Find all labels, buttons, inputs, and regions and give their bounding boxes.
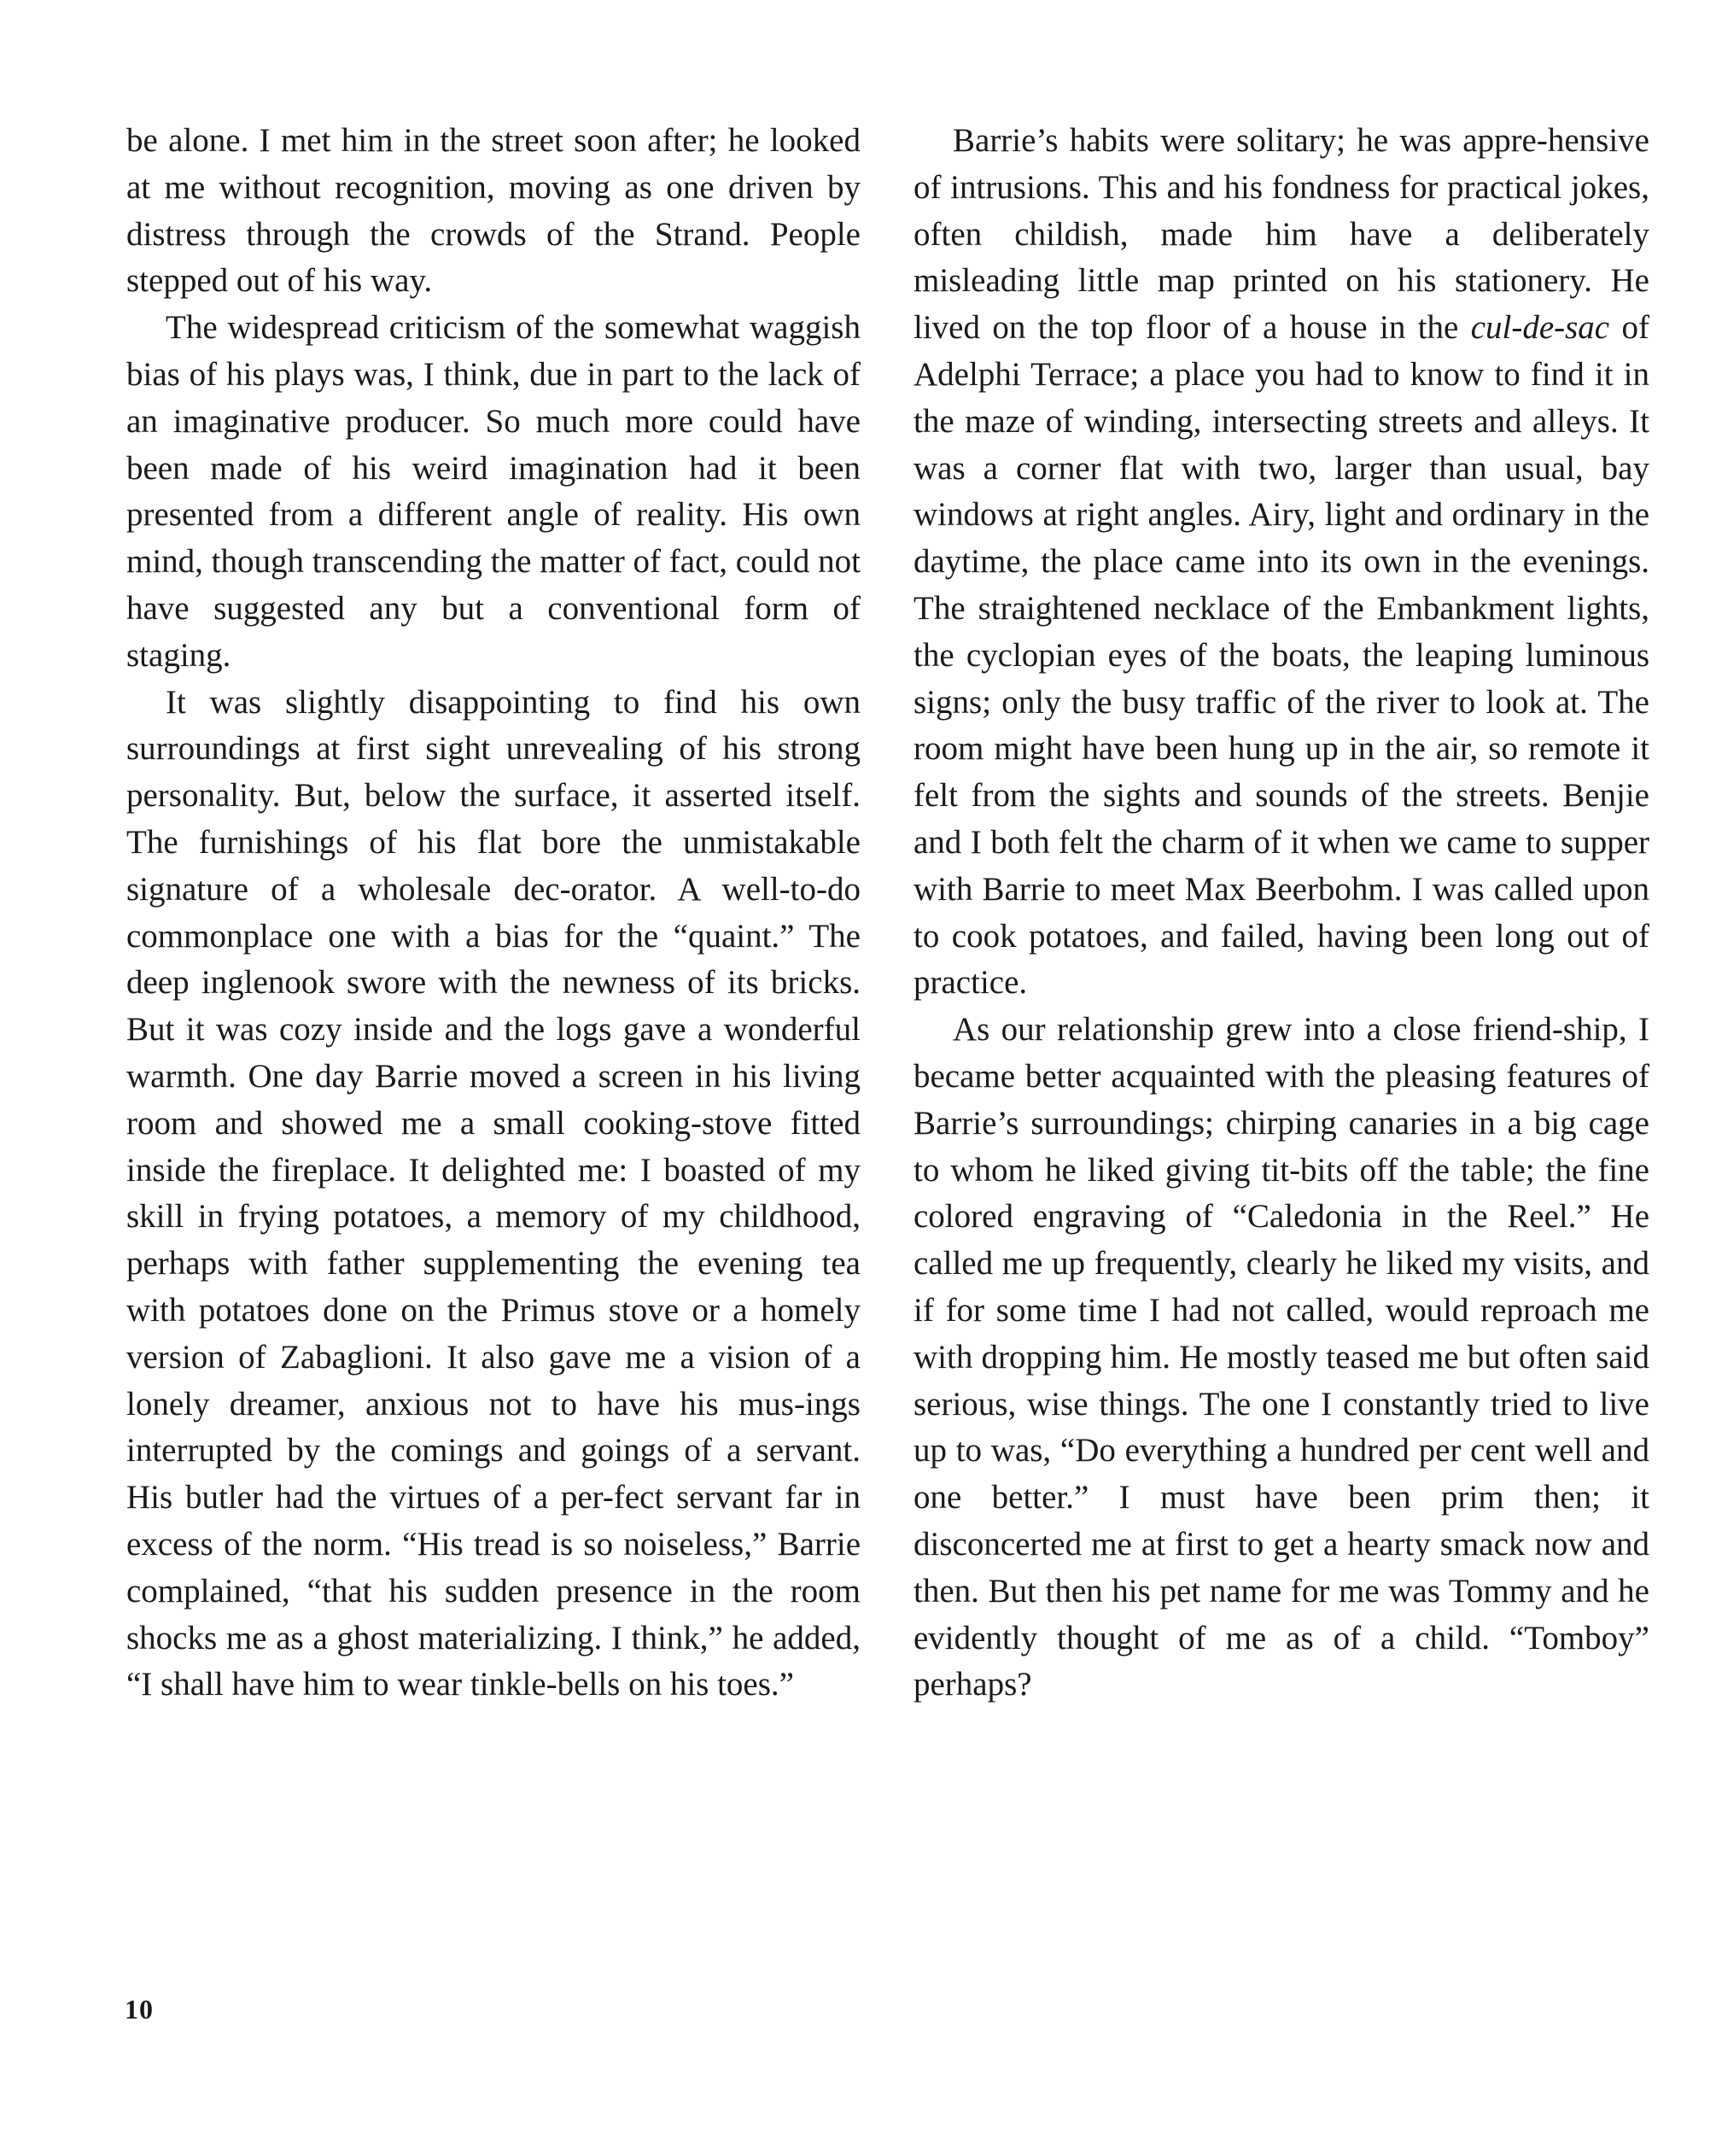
paragraph: It was slightly disappointing to find his own surroundings at first sight unrevealing of his strong personality. But, below the surface, it asserted itself. The furnishings of his flat bore the unmistakable signature of a wholesale dec-orator. A well-to-do commonplace one with a bias for the “quaint.” The deep inglenook swore with the newness of its bricks. But it was cozy inside and the logs gave a wonderful warmth. One day Barrie moved a screen in his living room and showed me a small cooking-stove fitted inside the fireplace. It delighted me: I boasted of my skill in frying potatoes, a memory of my childhood, perhaps with father supplementing the evening tea with potatoes done on the Primus stove or a homely version of Zabaglioni. It also gave me a vision of a lonely dreamer, anxious not to have his mus-ings interrupted by the comings and goings of a servant. His butler had the virtues of a per-fect servant far in excess of the norm. “His tread is so noiseless,” Barrie complained, “that his sudden presence in the room shocks me as a ghost materializing. I think,” he added, “I shall have him to wear tinkle-bells on his toes.” [126,683,861,1703]
paragraph: be alone. I met him in the street soon after; he looked at me without recognition, moving as one driven by distress through the crowds of the Strand. People stepped out of his way. [126,122,861,300]
paragraph: The widespread criticism of the somewhat waggish bias of his plays was, I think, due in part to the lack of an imaginative producer. So much more could have been made of his weird imagination had it been presented from a different angle of reality. His own mind, though transcending the matter of fact, could not have suggested any but a conventional form of staging. [126,309,861,674]
left-column [126,118,861,1709]
right-column [913,118,1649,1709]
italic-term: cul-de-sac [1470,309,1610,347]
paragraph [913,118,1649,1007]
page-number: 10 [125,1994,154,2025]
paragraph-text: of Adelphi Terrace; a place you had to know to find it in the maze of winding, intersecting streets and alleys. It was a corner flat with two, larger than usual, bay windows at right angles. Airy, light and ordinary in the daytime, the place came into its own in the evenings. The straightened necklace of the Embankment lights, the cyclopian eyes of the boats, the leaping luminous signs; only the busy traffic of the river to look at. The room might have been hung up in the air, so remote it felt from the sights and sounds of the streets. Benjie and I both felt the charm of it when we came to supper with Barrie to meet Max Beerbohm. I was called upon to cook potatoes, and failed, having been long out of practice. [913,309,1649,1002]
paragraph-text: Barrie’s habits were solitary; he was appre-hensive of intrusions. This and his fondness for practical jokes, often childish, made him have a deliberately misleading little map printed on his stationery. He lived on the top floor of a house in the [913,122,1649,347]
paragraph: As our relationship grew into a close friend-ship, I became better acquainted with the pleasing features of Barrie’s surroundings; chirping canaries in a big cage to whom he liked giving tit-bits off the table; the fine colored engraving of “Caledonia in the Reel.” He called me up frequently, clearly he liked my visits, and if for some time I had not called, would reproach me with dropping him. He mostly teased me but often said serious, wise things. The one I constantly tried to live up to was, “Do everything a hundred per cent well and one better.” I must have been prim then; it disconcerted me at first to get a hearty smack now and then. But then his pet name for me was Tommy and he evidently thought of me as of a child. “Tomboy” perhaps? [913,1011,1649,1703]
